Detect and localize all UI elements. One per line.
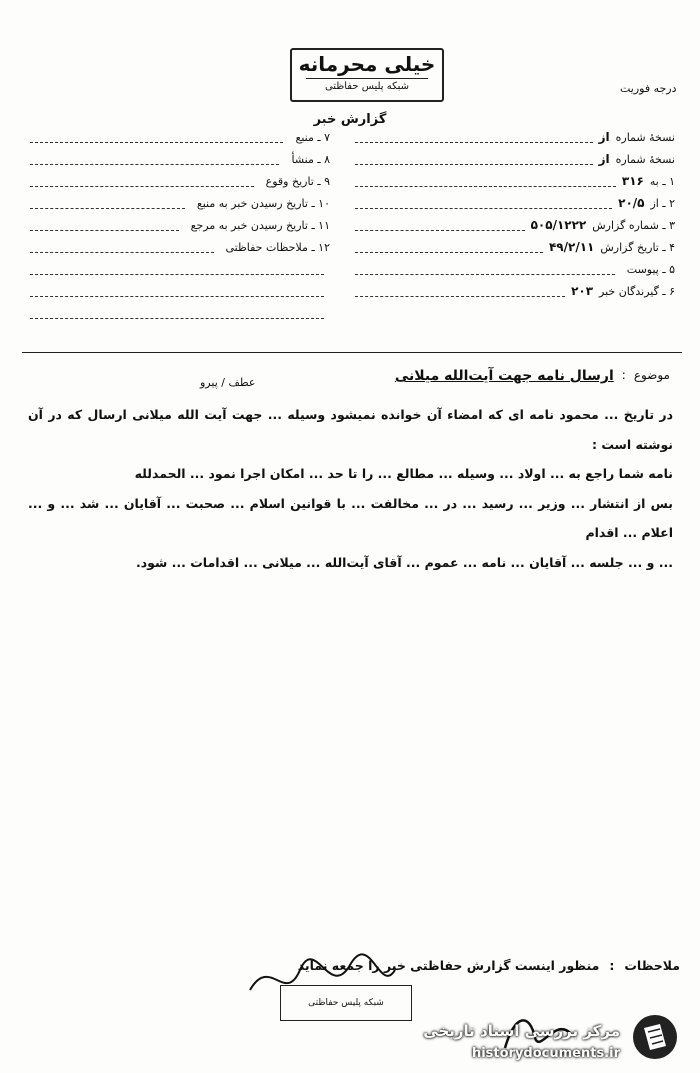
field-row: ۱۲ ـ ملاحظات حفاظتی xyxy=(30,236,330,258)
field-row: ۱۰ ـ تاریخ رسیدن خبر به منبع xyxy=(30,192,330,214)
field-row: ۲ ـ از ۲۰/۵ xyxy=(355,192,675,214)
field-row: ۱ ـ به ۳۱۶ xyxy=(355,170,675,192)
field-row: ۸ ـ منشأ xyxy=(30,148,330,170)
fields-left xyxy=(30,126,330,324)
report-title: گزارش خبر xyxy=(313,112,387,127)
fields-right xyxy=(355,126,675,302)
archive-url[interactable]: historydocuments.ir xyxy=(471,1046,620,1061)
notes-value: منظور اینست گزارش حفاظتی خبر را جمعه نماید xyxy=(297,958,600,973)
classification-stamp xyxy=(290,48,444,102)
field-row: ۳ ـ شماره گزارش ۵۰۵/۱۲۲۲ xyxy=(355,214,675,236)
classification-text: خیلی محرمانه xyxy=(298,52,436,76)
body-paragraph: ... و ... جلسه ... آقایان ... نامه ... عموم ... آقای آیت‌الله ... میلانی ... اقدامات ... شود. xyxy=(136,554,673,570)
field-row: نسخهٔ شماره از xyxy=(355,126,675,148)
body-paragraph: در تاریخ ... محمود نامه ای که امضاء آن خوانده نمیشود وسیله ... جهت آیت الله میلانی ارسال که در آن نوشته است : xyxy=(28,407,673,452)
field-row: نسخهٔ شماره از xyxy=(355,148,675,170)
subject-label: موضوع xyxy=(633,368,670,382)
field-row: ۷ ـ منبع xyxy=(30,126,330,148)
classification-sub: شبکه پلیس حفاظتی xyxy=(306,78,428,95)
field-row xyxy=(30,302,330,324)
section-divider xyxy=(22,352,682,353)
report-body xyxy=(28,400,673,578)
field-row: ۱۱ ـ تاریخ رسیدن خبر به مرجع xyxy=(30,214,330,236)
subject-line: موضوع : ارسال نامه جهت آیت‌الله میلانی xyxy=(394,368,670,384)
field-row: ۵ ـ پیوست xyxy=(355,258,675,280)
field-row xyxy=(30,258,330,280)
archive-logo-icon xyxy=(630,1012,680,1062)
notes-label: ملاحظات xyxy=(624,958,680,973)
archive-watermark xyxy=(400,1004,690,1064)
urgency-label: درجه فوریت xyxy=(620,82,677,95)
field-row: ۹ ـ تاریخ وقوع xyxy=(30,170,330,192)
field-row xyxy=(30,280,330,302)
field-row: ۶ ـ گیرندگان خبر ۲۰۳ xyxy=(355,280,675,302)
archive-title: مرکز بررسی اسناد تاریخی xyxy=(423,1022,620,1040)
reference-label: عطف / پیرو xyxy=(200,376,256,389)
body-paragraph: نامه شما راجع به ... اولاد ... وسیله ... مطالع ... را تا حد ... امکان اجرا نمود ... الحمدلله xyxy=(134,466,673,482)
subject-value: ارسال نامه جهت آیت‌الله میلانی xyxy=(394,368,614,384)
notes-line: ملاحظات : منظور اینست گزارش حفاظتی خبر را جمعه نماید xyxy=(297,958,680,973)
body-paragraph: بس از انتشار ... وزیر ... رسید ... در ... مخالفت ... با قوانین اسلام ... صحبت ... آقایان ... شد ... و ... اعلام ... اقدام xyxy=(28,495,673,541)
field-row: ۴ ـ تاریخ گزارش ۴۹/۲/۱۱ xyxy=(355,236,675,258)
bottom-stamp: شبکه پلیس حفاظتی xyxy=(280,985,412,1021)
